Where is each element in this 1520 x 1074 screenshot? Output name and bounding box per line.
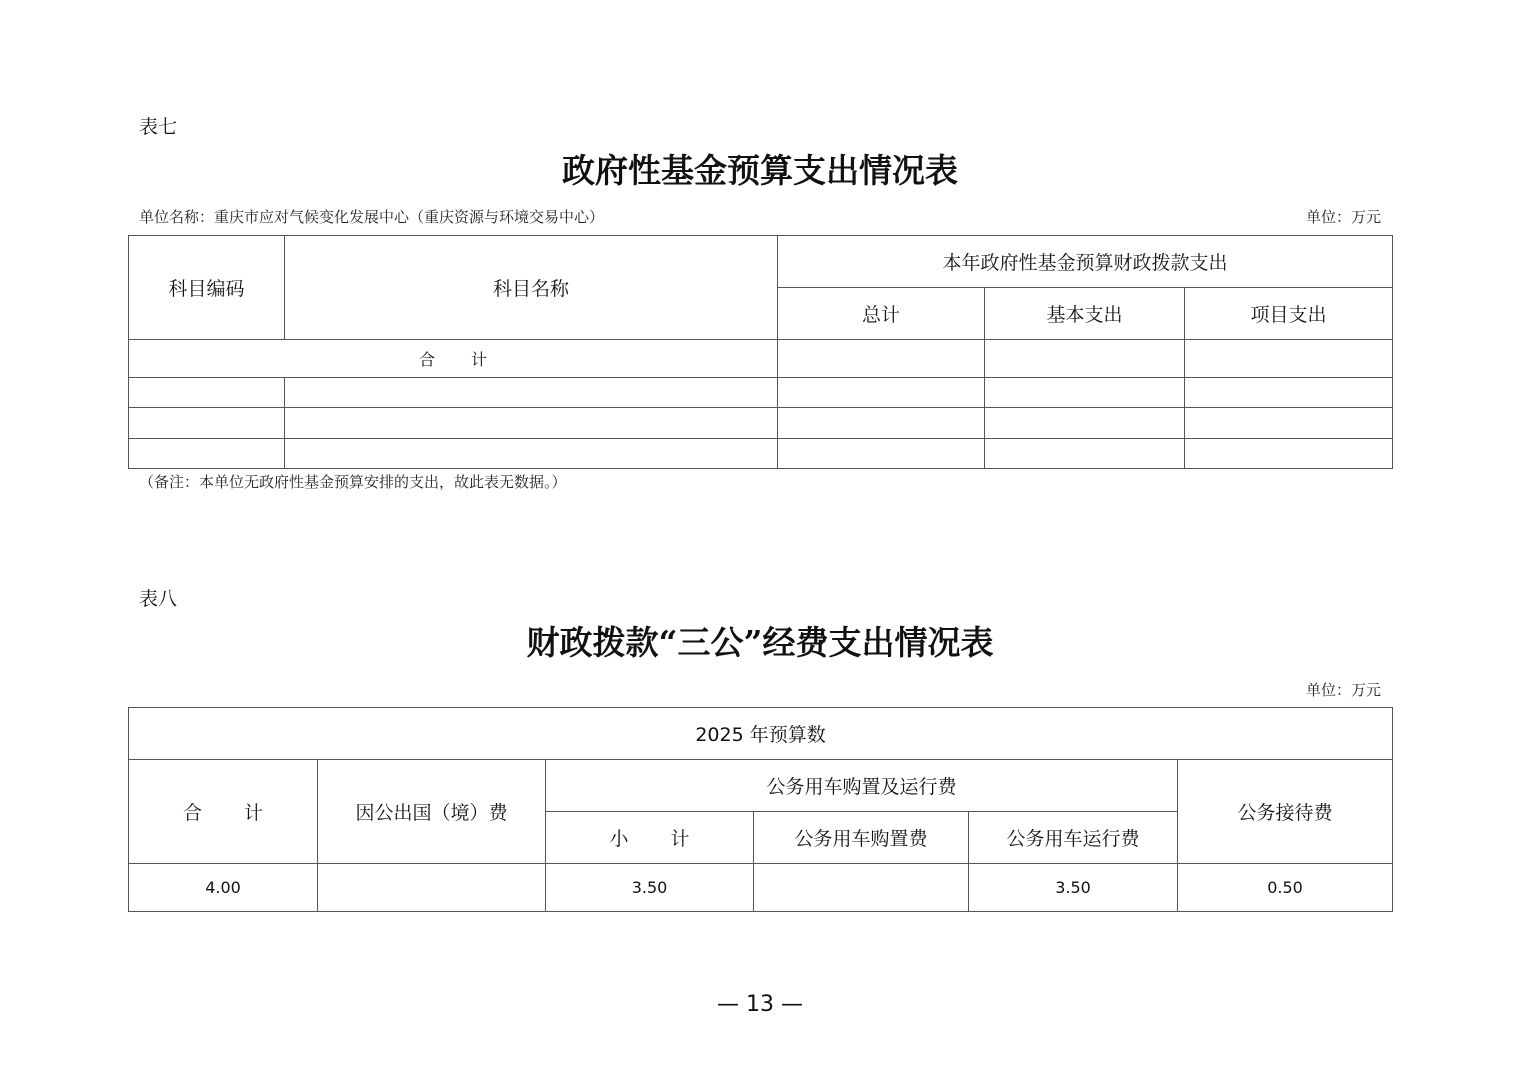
table-row: [129, 408, 1393, 439]
table7-grid: [128, 235, 1393, 469]
table8-title: 财政拨款“三公”经费支出情况表: [526, 623, 994, 662]
table7-title: 政府性基金预算支出情况表: [562, 151, 958, 190]
table7-unit: 单位：万元: [1305, 208, 1381, 226]
table8-header-purchase: 公务用车购置费: [754, 812, 969, 864]
table8-header-subtotal: [546, 812, 754, 864]
table-row: [129, 864, 1393, 912]
table8-grid: [128, 707, 1393, 912]
table8-header-subtotal-b: 计: [670, 828, 690, 850]
table-row: [129, 378, 1393, 408]
table8-header-total-b: 计: [244, 802, 264, 824]
table7-header-name: 科目名称: [285, 236, 778, 340]
table8-header-subtotal-a: 小: [609, 828, 629, 850]
table7-header-group: 本年政府性基金预算财政拨款支出: [778, 236, 1393, 288]
table7-tag: 表七: [139, 116, 178, 138]
table7-note: （备注：本单位无政府性基金预算安排的支出，故此表无数据。）: [139, 473, 567, 491]
table7-unit-name: 单位名称：重庆市应对气候变化发展中心（重庆资源与环境交易中心）: [139, 208, 605, 226]
table7-total-total: [778, 340, 985, 378]
table8-header-total: [129, 760, 318, 864]
table8-value-subtotal: 3.50: [546, 864, 754, 912]
table8-header-total-a: 合: [182, 802, 202, 824]
table8-value-reception: 0.50: [1178, 864, 1393, 912]
table7-total-project: [1185, 340, 1393, 378]
table7-header-code: 科目编码: [129, 236, 285, 340]
table8-header-operation: 公务用车运行费: [969, 812, 1178, 864]
table-row: [129, 439, 1393, 469]
table7-total-row: [129, 340, 1393, 378]
table8-value-abroad: [318, 864, 546, 912]
table8-header-budget: 2025 年预算数: [129, 708, 1393, 760]
table7-total-label-a: 合: [418, 350, 435, 369]
table7-total-basic: [985, 340, 1185, 378]
table8-tag: 表八: [139, 588, 178, 610]
table8-unit: 单位：万元: [1305, 681, 1381, 699]
table8-header-vehicle: 公务用车购置及运行费: [546, 760, 1178, 812]
table7-header-basic: 基本支出: [985, 288, 1185, 340]
table8-header-reception: 公务接待费: [1178, 760, 1393, 864]
table7-header-project: 项目支出: [1185, 288, 1393, 340]
table7-total-label-b: 计: [471, 350, 488, 369]
table8-value-total: 4.00: [129, 864, 318, 912]
page-number: — 13 —: [717, 992, 803, 1017]
table8-header-abroad: 因公出国（境）费: [318, 760, 546, 864]
table7-header-total: 总计: [778, 288, 985, 340]
table8-value-purchase: [754, 864, 969, 912]
table8-value-operation: 3.50: [969, 864, 1178, 912]
table7-total-label: [129, 340, 778, 378]
